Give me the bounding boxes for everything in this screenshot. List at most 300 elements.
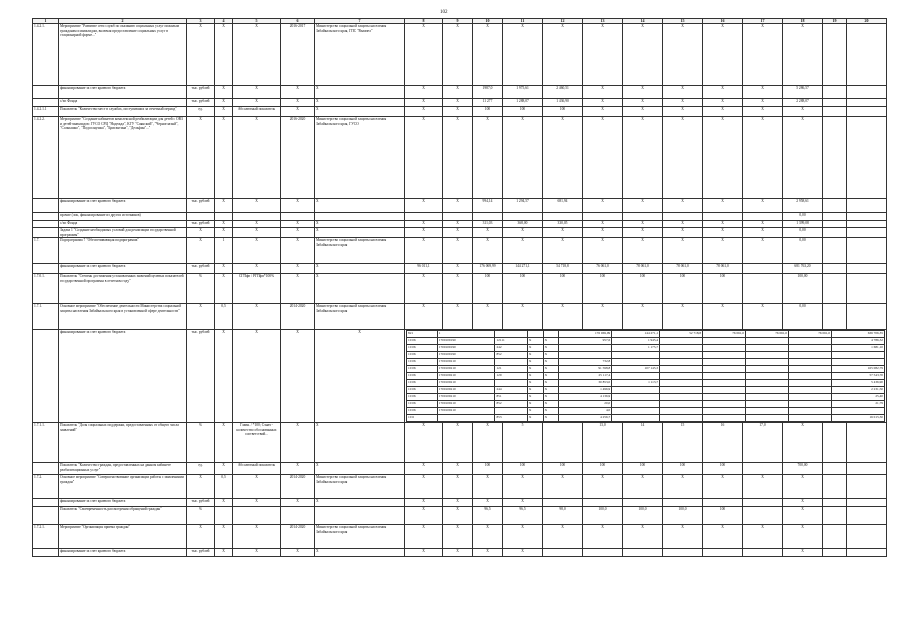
value-cell: X — [743, 107, 783, 117]
organization-cell — [315, 507, 405, 525]
method-cell: X — [233, 221, 281, 228]
budget-code-cell — [703, 415, 746, 422]
budget-code-cell: 1700109210 — [437, 359, 495, 366]
value-cell — [743, 274, 783, 304]
budget-code-cell — [612, 359, 660, 366]
value-cell: X — [743, 228, 783, 238]
value-cell — [823, 24, 847, 86]
organization-cell: Министерство социальной защиты населения Забайкальского края — [315, 475, 405, 499]
value-cell: X — [503, 24, 543, 86]
table-row — [33, 199, 887, 213]
budget-code-cell — [746, 338, 789, 345]
value-cell: X — [663, 99, 703, 107]
unit-cell: тыс. рублей — [187, 199, 215, 213]
value-cell — [823, 99, 847, 107]
value-cell: X — [783, 549, 823, 557]
years-cell: X — [281, 99, 315, 107]
value-cell: X — [443, 423, 473, 463]
weight-cell — [215, 213, 233, 221]
method-cell: СГПфп / РГПфп*100% — [233, 274, 281, 304]
value-cell: 100 — [503, 274, 543, 304]
budget-code-cell: 1700109210 — [437, 366, 495, 373]
table-row — [33, 228, 887, 238]
value-cell: X — [623, 99, 663, 107]
organization-cell — [315, 213, 405, 221]
row-text-cell: Показатель "Степень достижения установленных значений целевых показателей государственной программы в отчетном году" — [59, 274, 187, 304]
value-cell: X — [405, 525, 443, 549]
value-cell: X — [405, 274, 443, 304]
value-cell: 700,00 — [783, 463, 823, 475]
value-cell: X — [623, 525, 663, 549]
value-cell — [743, 499, 783, 507]
unit-cell: % — [187, 423, 215, 463]
value-cell: X — [703, 221, 743, 228]
budget-code-cell: X — [527, 380, 543, 387]
budget-code-cell — [660, 380, 703, 387]
budget-code-cell — [746, 373, 789, 380]
weight-cell: X — [215, 499, 233, 507]
value-cell — [703, 213, 743, 221]
value-cell: X — [743, 199, 783, 213]
header-cell: 12 — [543, 19, 583, 24]
method-cell: X — [233, 99, 281, 107]
value-cell — [583, 213, 623, 221]
budget-code-cell — [789, 338, 832, 345]
budget-code-cell — [703, 366, 746, 373]
row-id-cell — [33, 86, 59, 99]
row-text-cell: Показатель "Своевременность рассмотрения обращений граждан" — [59, 507, 187, 525]
years-cell: X — [281, 499, 315, 507]
value-cell — [503, 213, 543, 221]
value-cell: 100 — [583, 274, 623, 304]
header-cell: 8 — [405, 19, 443, 24]
budget-code-cell: 144 271,1 — [612, 331, 660, 338]
value-cell: 176 069,99 — [473, 264, 503, 274]
table-row — [33, 107, 887, 117]
budget-code-cell: 957,6 — [559, 338, 612, 345]
value-cell: X — [543, 525, 583, 549]
value-cell: X — [503, 304, 543, 330]
budget-code-cell — [495, 331, 527, 338]
years-cell: 2014-2020 — [281, 304, 315, 330]
organization-cell: X — [315, 330, 405, 423]
budget-code-cell: X — [543, 401, 559, 408]
weight-cell: X — [215, 264, 233, 274]
row-id-cell — [33, 499, 59, 507]
value-cell: X — [443, 238, 473, 264]
budget-code-cell — [703, 394, 746, 401]
value-cell — [823, 213, 847, 221]
budget-code-cell — [789, 401, 832, 408]
weight-cell: X — [215, 199, 233, 213]
value-cell: 100 — [703, 274, 743, 304]
value-cell: X — [663, 117, 703, 199]
value-cell — [823, 117, 847, 199]
value-cell: 100 — [503, 463, 543, 475]
budget-code-cell: 821 — [407, 331, 438, 338]
value-cell: X — [663, 304, 703, 330]
value-cell: X — [443, 274, 473, 304]
budget-code-cell: 242 — [495, 345, 527, 352]
value-cell — [743, 264, 783, 274]
row-text-cell: Мероприятие "Развитие сети служб по оказанию социальных услуг пожилым гражданам и инвалидам, включая предоставление социальных услуг в стационарной форме..." — [59, 24, 187, 86]
unit-cell: тыс. рублей — [187, 330, 215, 423]
program-table — [32, 18, 887, 557]
budget-code-cell — [789, 373, 832, 380]
value-cell: X — [663, 24, 703, 86]
budget-code-cell — [703, 338, 746, 345]
weight-cell: X — [215, 86, 233, 99]
value-cell: X — [783, 475, 823, 499]
table-row — [33, 274, 887, 304]
method-cell: X — [233, 199, 281, 213]
value-cell: 311,03 — [473, 221, 503, 228]
value-cell — [847, 274, 887, 304]
value-cell — [823, 199, 847, 213]
budget-code-cell: X — [527, 373, 543, 380]
budget-code-cell — [437, 415, 495, 422]
budget-code-cell — [660, 373, 703, 380]
value-cell: X — [623, 86, 663, 99]
value-cell — [663, 549, 703, 557]
value-cell: X — [443, 463, 473, 475]
weight-cell: X — [215, 423, 233, 463]
budget-code-cell: 25 117,4 — [559, 373, 612, 380]
weight-cell: 0,5 — [215, 475, 233, 499]
budget-breakdown-line — [407, 394, 885, 401]
value-cell: 1 975,61 — [503, 86, 543, 99]
budget-code-cell: 121 — [495, 366, 527, 373]
years-cell: 2014-2020 — [281, 475, 315, 499]
row-text-cell: Подпрограмма 7 "Обеспечивающая подпрограмма" — [59, 238, 187, 264]
table-row — [33, 304, 887, 330]
row-text-cell: прочие (лок, финансирование из других источников) — [59, 213, 187, 221]
budget-code-cell — [660, 338, 703, 345]
budget-code-cell: 1 945,4 — [612, 338, 660, 345]
value-cell: 994,14 — [473, 199, 503, 213]
value-cell: X — [623, 107, 663, 117]
budget-code-cell — [660, 415, 703, 422]
table-row — [33, 423, 887, 463]
value-cell: X — [405, 549, 443, 557]
method-cell: X — [233, 117, 281, 199]
value-cell: X — [783, 525, 823, 549]
value-cell: X — [543, 304, 583, 330]
value-cell: X — [623, 304, 663, 330]
budget-code-cell: 107 145,3 — [612, 366, 660, 373]
value-cell — [847, 199, 887, 213]
value-cell: 100 — [623, 463, 663, 475]
row-id-cell: 1.4.2.2. — [33, 117, 59, 199]
value-cell — [823, 86, 847, 99]
budget-code-cell: 1700109210 — [437, 394, 495, 401]
budget-code-cell — [660, 387, 703, 394]
budget-code-cell: 12111 — [495, 338, 527, 345]
budget-code-cell: 1700109190 — [437, 345, 495, 352]
value-cell — [823, 475, 847, 499]
budget-code-cell: 57 543,70 — [832, 373, 885, 380]
value-cell: X — [405, 86, 443, 99]
value-cell: X — [583, 199, 623, 213]
value-cell — [823, 221, 847, 228]
value-cell: X — [583, 117, 623, 199]
value-cell: X — [583, 24, 623, 86]
budget-code-cell: X — [527, 387, 543, 394]
budget-code-cell: 10 06 — [407, 380, 438, 387]
budget-code-cell — [789, 359, 832, 366]
value-cell: X — [583, 99, 623, 107]
organization-cell: Министерство социальной защиты населения Забайкальского края, ГПС "Вымпел" — [315, 24, 405, 86]
value-cell — [823, 463, 847, 475]
budget-code-cell: 165 082,79 — [832, 366, 885, 373]
value-cell — [743, 463, 783, 475]
table-row — [33, 499, 887, 507]
row-text-cell: финансирование за счет краевого бюджета — [59, 549, 187, 557]
value-cell: X — [743, 304, 783, 330]
value-cell: 100 — [543, 274, 583, 304]
budget-code-cell: 10 06 — [407, 366, 438, 373]
years-cell: X — [281, 228, 315, 238]
weight-cell: X — [215, 24, 233, 86]
header-cell: 15 — [663, 19, 703, 24]
budget-code-cell — [703, 401, 746, 408]
budget-code-cell: 244 — [495, 387, 527, 394]
value-cell: 368,00 — [503, 221, 543, 228]
budget-code-cell: 10 06 — [407, 345, 438, 352]
value-cell: X — [583, 238, 623, 264]
value-cell: X — [473, 117, 503, 199]
budget-code-cell: X — [527, 366, 543, 373]
years-cell: X — [281, 330, 315, 423]
value-cell: X — [743, 117, 783, 199]
budget-code-cell — [746, 415, 789, 422]
table-row — [33, 221, 887, 228]
budget-code-cell — [495, 408, 527, 415]
unit-cell: ед. — [187, 463, 215, 475]
value-cell — [847, 24, 887, 86]
value-cell: 76 061,0 — [583, 264, 623, 274]
budget-code-cell — [612, 387, 660, 394]
budget-code-cell: X — [543, 366, 559, 373]
years-cell: X — [281, 463, 315, 475]
row-id-cell: 1.7.1. — [33, 304, 59, 330]
budget-breakdown-line — [407, 373, 885, 380]
budget-code-cell: 1 496,9 — [559, 387, 612, 394]
value-cell: 100,0 — [583, 507, 623, 525]
value-cell: X — [703, 475, 743, 499]
budget-code-cell — [789, 345, 832, 352]
row-id-cell — [33, 199, 59, 213]
value-cell: 100 — [473, 274, 503, 304]
value-cell: X — [503, 228, 543, 238]
value-cell: X — [703, 525, 743, 549]
budget-code-cell: 52 718,8 — [660, 331, 703, 338]
value-cell: X — [503, 117, 543, 199]
value-cell — [847, 475, 887, 499]
budget-code-cell — [660, 401, 703, 408]
header-cell: 6 — [281, 19, 315, 24]
value-cell: X — [543, 117, 583, 199]
budget-code-cell: 4 136,9 — [559, 394, 612, 401]
header-cell: 19 — [823, 19, 847, 24]
budget-code-cell: 1700109210 — [437, 387, 495, 394]
value-cell — [823, 423, 847, 463]
value-cell: X — [623, 475, 663, 499]
header-cell: 5 — [233, 19, 281, 24]
budget-code-cell: 852 — [495, 352, 527, 359]
value-cell: 15 — [663, 423, 703, 463]
value-cell: X — [783, 107, 823, 117]
value-cell: X — [623, 24, 663, 86]
value-cell: X — [663, 221, 703, 228]
value-cell: 13,0 — [583, 423, 623, 463]
value-cell: X — [623, 228, 663, 238]
value-cell: X — [663, 475, 703, 499]
value-cell: X — [443, 304, 473, 330]
value-cell — [473, 213, 503, 221]
value-cell: X — [503, 238, 543, 264]
value-cell: 54 718,8 — [543, 264, 583, 274]
weight-cell: X — [215, 228, 233, 238]
value-cell — [623, 213, 663, 221]
value-cell — [743, 213, 783, 221]
value-cell: 11 277 — [473, 99, 503, 107]
value-cell: X — [405, 221, 443, 228]
value-cell — [583, 549, 623, 557]
value-cell: 100 — [703, 463, 743, 475]
budget-code-cell: 10 06 — [407, 352, 438, 359]
budget-code-cell — [746, 394, 789, 401]
budget-code-cell: 1 175,7 — [612, 345, 660, 352]
budget-code-cell: 636 706,35 — [832, 331, 885, 338]
value-cell: X — [783, 24, 823, 86]
value-cell: X — [473, 228, 503, 238]
value-cell: X — [405, 463, 443, 475]
budget-code-cell — [703, 380, 746, 387]
value-cell: X — [743, 475, 783, 499]
budget-code-cell: X — [543, 408, 559, 415]
weight-cell: X — [215, 221, 233, 228]
budget-code-cell — [559, 345, 612, 352]
weight-cell: X — [215, 463, 233, 475]
value-cell — [847, 549, 887, 557]
budget-code-cell — [495, 380, 527, 387]
budget-code-cell: 10 06 — [407, 373, 438, 380]
budget-code-cell: 853 — [495, 415, 527, 422]
value-cell: 96,5 — [473, 507, 503, 525]
budget-breakdown-line — [407, 359, 885, 366]
value-cell: X — [503, 475, 543, 499]
row-id-cell: 1.7. — [33, 238, 59, 264]
weight-cell: 0,5 — [215, 304, 233, 330]
budget-code-cell — [789, 380, 832, 387]
budget-code-cell: X — [543, 380, 559, 387]
organization-cell: X — [315, 99, 405, 107]
budget-code-cell: X — [543, 415, 559, 422]
value-cell: 100 — [543, 463, 583, 475]
table-row — [33, 475, 887, 499]
row-id-cell — [33, 99, 59, 107]
value-cell: X — [473, 423, 503, 463]
value-cell: 100 — [503, 107, 543, 117]
budget-code-cell — [612, 401, 660, 408]
value-cell: X — [543, 228, 583, 238]
value-cell — [405, 213, 443, 221]
value-cell — [823, 274, 847, 304]
value-cell — [823, 507, 847, 525]
budget-breakdown-line — [407, 345, 885, 352]
method-cell: X — [233, 264, 281, 274]
value-cell — [823, 228, 847, 238]
method-cell: X — [233, 238, 281, 264]
organization-cell: X — [315, 264, 405, 274]
budget-code-cell — [612, 352, 660, 359]
row-text-cell: Задача 1 "Создание необходимых условий для реализации государственной программы" — [59, 228, 187, 238]
table-row — [33, 525, 887, 549]
budget-code-cell — [746, 352, 789, 359]
value-cell: X — [583, 221, 623, 228]
value-cell: X — [703, 99, 743, 107]
weight-cell: 1 — [215, 238, 233, 264]
budget-code-cell: 76 061,0 — [746, 331, 789, 338]
unit-cell: тыс. рублей — [187, 221, 215, 228]
value-cell: X — [405, 507, 443, 525]
budget-code-cell: 76 061,0 — [789, 331, 832, 338]
organization-cell: Министерство социальной защиты населения Забайкальского края — [315, 304, 405, 330]
value-cell: X — [663, 228, 703, 238]
budget-code-cell: 16 015,30 — [832, 415, 885, 422]
value-cell: X — [405, 117, 443, 199]
header-cell: 4 — [215, 19, 233, 24]
header-cell: 17 — [743, 19, 783, 24]
value-cell: X — [443, 507, 473, 525]
row-id-cell — [33, 221, 59, 228]
table-row — [33, 264, 887, 274]
value-cell: 1 436,90 — [543, 99, 583, 107]
header-cell: 10 — [473, 19, 503, 24]
value-cell: X — [583, 228, 623, 238]
budget-code-cell — [789, 387, 832, 394]
years-cell: X — [281, 199, 315, 213]
value-cell — [847, 499, 887, 507]
value-cell: 98,0 — [543, 507, 583, 525]
row-id-cell: 1.7.1.1. — [33, 423, 59, 463]
value-cell: X — [443, 86, 473, 99]
budget-code-cell: 10 06 — [407, 408, 438, 415]
budget-code-cell: 10 06 — [407, 394, 438, 401]
value-cell: X — [443, 549, 473, 557]
value-cell: X — [663, 86, 703, 99]
budget-code-cell — [612, 373, 660, 380]
table-row — [33, 99, 887, 107]
method-cell: X — [233, 549, 281, 557]
budget-code-cell — [832, 352, 885, 359]
budget-code-cell — [703, 408, 746, 415]
method-cell: Абсолютный показатель — [233, 107, 281, 117]
budget-code-cell: X — [543, 359, 559, 366]
years-cell: X — [281, 274, 315, 304]
value-cell: 78 061,0 — [703, 264, 743, 274]
value-cell: X — [473, 499, 503, 507]
value-cell: X — [703, 107, 743, 117]
budget-code-cell: X — [543, 387, 559, 394]
years-cell — [281, 213, 315, 221]
row-id-cell: 1.7.0.1. — [33, 274, 59, 304]
value-cell: X — [703, 199, 743, 213]
budget-code-cell — [746, 401, 789, 408]
value-cell: X — [583, 107, 623, 117]
value-cell: 0,00 — [783, 213, 823, 221]
